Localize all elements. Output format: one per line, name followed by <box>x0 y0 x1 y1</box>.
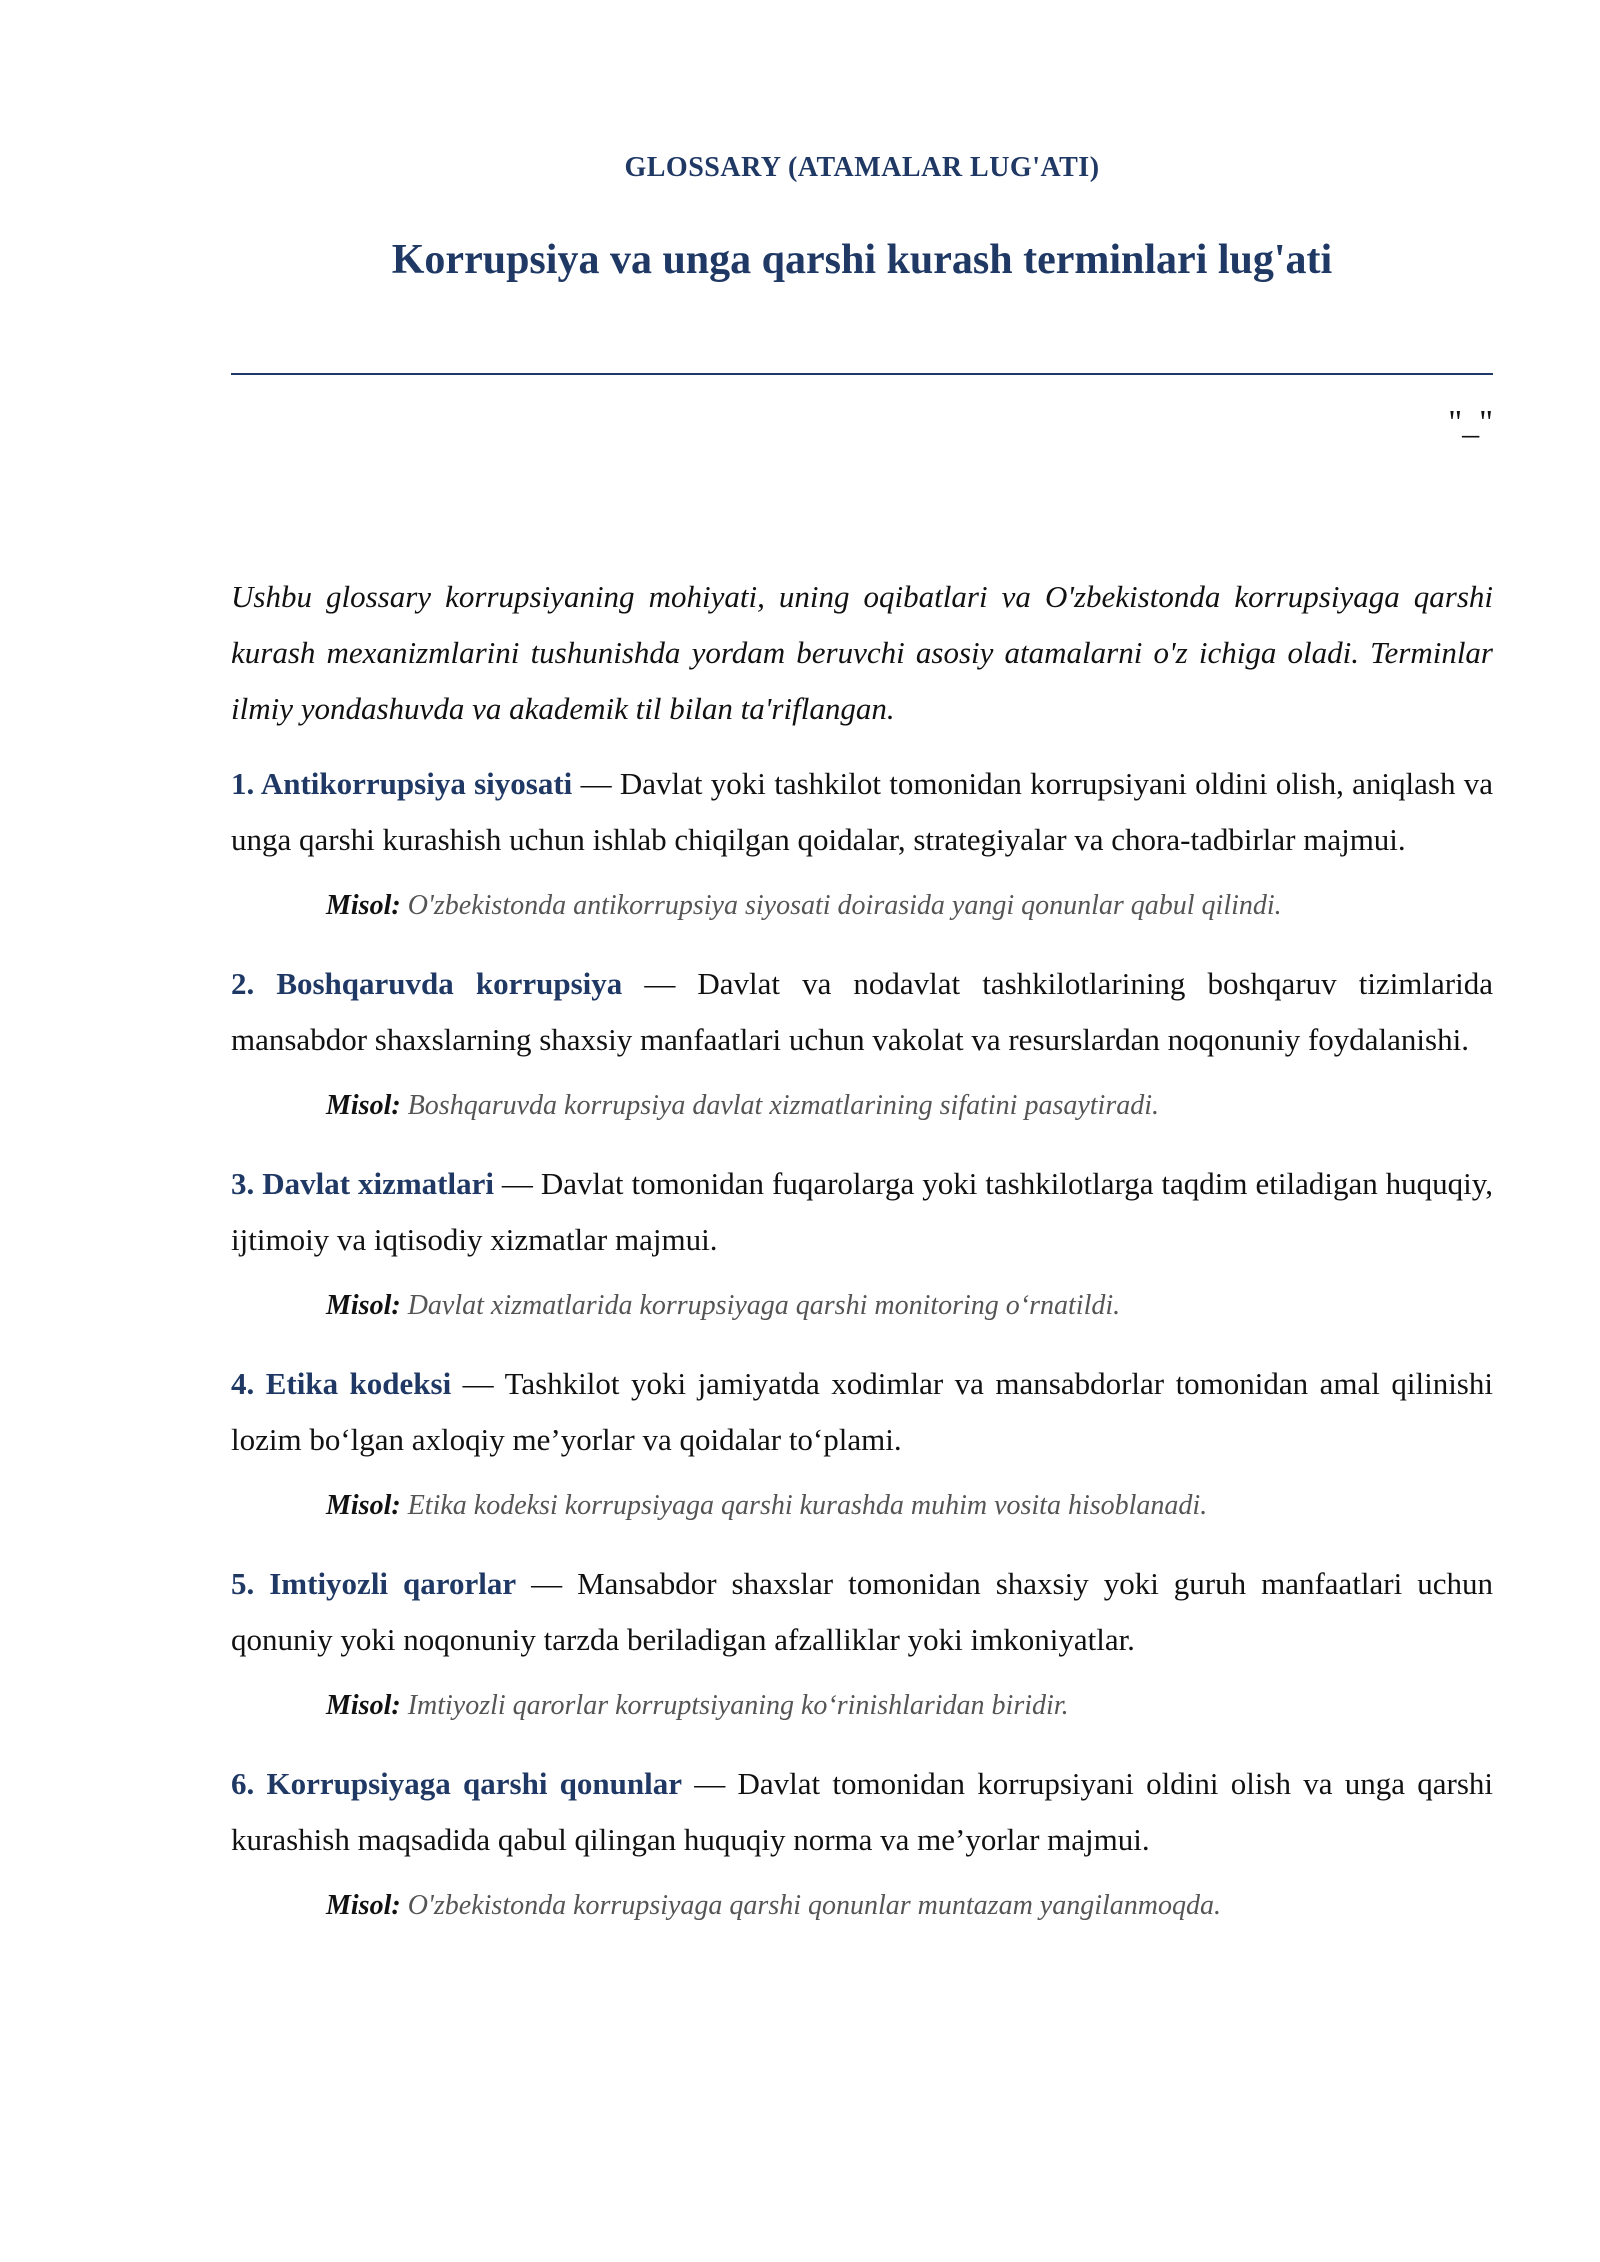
entry-definition-text: — Davlat va nodavlat tashkilotlarining boshqaruv tizimlarida mansabdor shaxslarning shaxsiy manfaatlari uchun vakolat va resurslardan noqonuniy foydalanishi. <box>231 966 1493 1057</box>
entry-term: 2. Boshqaruvda korrupsiya <box>231 966 623 1001</box>
entry-example <box>326 878 1493 934</box>
entry-definition-text: — Davlat tomonidan fuqarolarga yoki tashkilotlarga taqdim etiladigan huquqiy, ijtimoiy va iqtisodiy xizmatlar majmui. <box>231 1166 1493 1257</box>
glossary-entries <box>231 756 1493 1934</box>
quote-mark: "_" <box>1448 404 1493 441</box>
entry-term: 4. Etika kodeksi <box>231 1366 452 1401</box>
entry-definition-text: — Davlat yoki tashkilot tomonidan korrupsiyani oldini olish, aniqlash va unga qarshi kurashish uchun ishlab chiqilgan qoidalar, strategiyalar va chora-tadbirlar majmui. <box>231 766 1493 857</box>
glossary-entry <box>231 1156 1493 1334</box>
example-label: Misol: <box>326 1290 401 1321</box>
entry-example <box>326 1078 1493 1134</box>
page-title: Korrupsiya va unga qarshi kurash terminlari lug'ati <box>391 237 1333 283</box>
example-label: Misol: <box>326 1490 401 1521</box>
entry-definition <box>231 756 1493 868</box>
glossary-entry <box>231 1756 1493 1934</box>
example-label: Misol: <box>326 1090 401 1121</box>
entry-definition <box>231 1156 1493 1268</box>
example-label: Misol: <box>326 890 401 921</box>
entry-definition-text: — Tashkilot yoki jamiyatda xodimlar va mansabdorlar tomonidan amal qilinishi lozim bo‘lgan axloqiy me’yorlar va qoidalar to‘plami. <box>231 1366 1493 1457</box>
header-divider <box>231 373 1493 375</box>
entry-term: 6. Korrupsiyaga qarshi qonunlar <box>231 1766 683 1801</box>
entry-definition <box>231 956 1493 1068</box>
example-text: Davlat xizmatlarida korrupsiyaga qarshi monitoring o‘rnatildi. <box>407 1290 1121 1321</box>
entry-definition-text: — Mansabdor shaxslar tomonidan shaxsiy yoki guruh manfaatlari uchun qonuniy yoki noqonuniy tarzda beriladigan afzalliklar yoki imkoniyatlar. <box>231 1566 1493 1657</box>
example-label: Misol: <box>326 1690 401 1721</box>
intro-paragraph: Ushbu glossary korrupsiyaning mohiyati, uning oqibatlari va O'zbekistonda korrupsiyaga qarshi kurash mexanizmlarini tushunishda yordam beruvchi asosiy atamalarni o'z ichiga oladi. Terminlar ilmiy yondashuvda va akademik til bilan ta'riflangan. <box>231 579 1493 726</box>
entry-example <box>326 1678 1493 1734</box>
glossary-entry <box>231 756 1493 934</box>
glossary-entry <box>231 1556 1493 1734</box>
example-text: Imtiyozli qarorlar korruptsiyaning ko‘rinishlaridan biridir. <box>407 1690 1069 1721</box>
entry-term: 1. Antikorrupsiya siyosati <box>231 766 573 801</box>
example-text: Boshqaruvda korrupsiya davlat xizmatlarining sifatini pasaytiradi. <box>407 1090 1160 1121</box>
entry-example <box>326 1278 1493 1334</box>
glossary-entry <box>231 956 1493 1134</box>
example-text: Etika kodeksi korrupsiyaga qarshi kurashda muhim vosita hisoblanadi. <box>407 1490 1208 1521</box>
example-text: O'zbekistonda antikorrupsiya siyosati doirasida yangi qonunlar qabul qilindi. <box>407 890 1282 921</box>
entry-example <box>326 1478 1493 1534</box>
glossary-subtitle: GLOSSARY (ATAMALAR LUG'ATI) <box>624 152 1100 183</box>
entry-term: 5. Imtiyozli qarorlar <box>231 1566 517 1601</box>
entry-definition <box>231 1756 1493 1868</box>
example-text: O'zbekistonda korrupsiyaga qarshi qonunlar muntazam yangilanmoqda. <box>407 1890 1221 1921</box>
entry-definition <box>231 1356 1493 1468</box>
example-label: Misol: <box>326 1890 401 1921</box>
glossary-entry <box>231 1356 1493 1534</box>
entry-example <box>326 1878 1493 1934</box>
entry-definition-text: — Davlat tomonidan korrupsiyani oldini olish va unga qarshi kurashish maqsadida qabul qilingan huquqiy norma va me’yorlar majmui. <box>231 1766 1493 1857</box>
entry-term: 3. Davlat xizmatlari <box>231 1166 494 1201</box>
entry-definition <box>231 1556 1493 1668</box>
